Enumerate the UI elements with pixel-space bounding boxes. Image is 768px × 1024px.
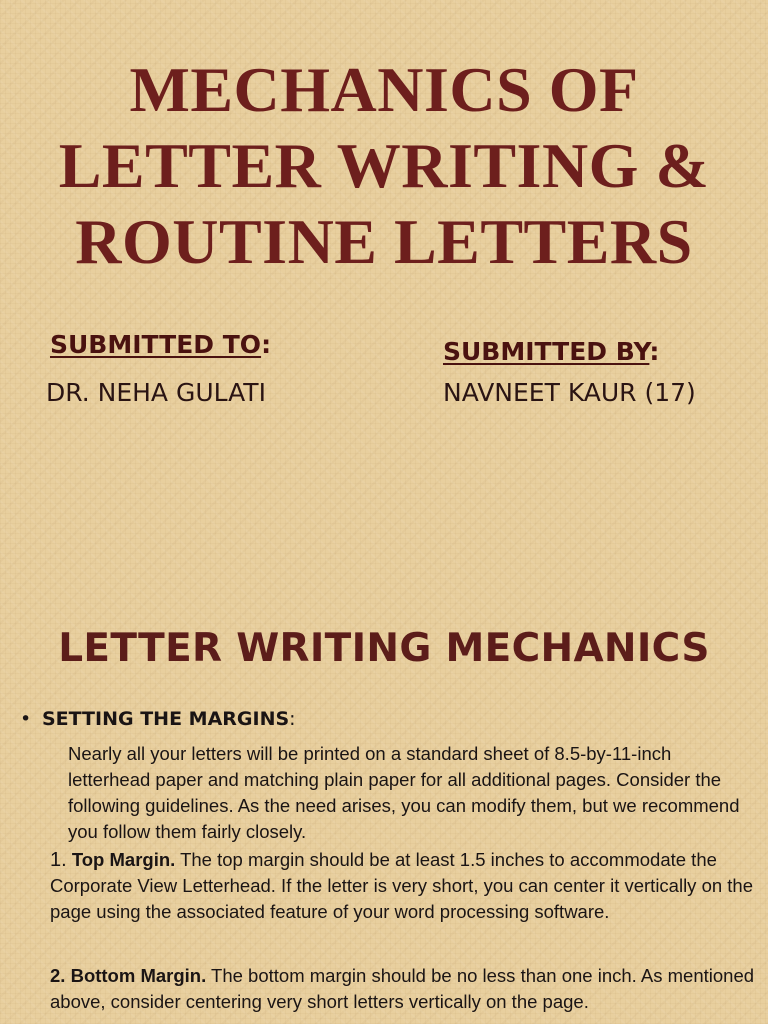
submitted-by-label: SUBMITTED BY bbox=[443, 337, 650, 366]
submitted-by-colon: : bbox=[649, 337, 660, 366]
list-item-top-margin bbox=[50, 847, 760, 925]
presentation-title bbox=[0, 52, 768, 280]
bullet-heading-text: SETTING THE MARGINS bbox=[42, 708, 290, 730]
intro-paragraph: Nearly all your letters will be printed on a standard sheet of 8.5-by-11-inch letterhead paper and matching plain paper for all additional pages. Consider the following guidelines. As the need arises, you can modify them, but we recommend you follow them fairly closely. bbox=[68, 743, 740, 842]
title-line-2: LETTER WRITING & bbox=[58, 130, 710, 201]
item-label: Top Margin. bbox=[71, 849, 176, 870]
item-number: 2. bbox=[50, 965, 66, 986]
item-text: The bottom margin should be no less than one inch. As mentioned above, consider centering very short letters vertically on the page. bbox=[50, 965, 755, 1012]
item-label: Bottom Margin. bbox=[70, 965, 207, 986]
title-line-1: MECHANICS OF bbox=[129, 54, 639, 125]
submitted-to-label: SUBMITTED TO bbox=[50, 330, 262, 359]
submitted-by-heading bbox=[443, 337, 659, 366]
submitted-by-name: NAVNEET KAUR (17) bbox=[443, 378, 696, 407]
content-slide bbox=[0, 576, 768, 1024]
section-title: LETTER WRITING MECHANICS bbox=[58, 626, 710, 671]
bullet-heading bbox=[20, 708, 296, 730]
list-item-bottom-margin bbox=[50, 963, 760, 1015]
submitted-to-colon: : bbox=[261, 330, 272, 359]
bullet-icon: • bbox=[20, 708, 32, 730]
item-number: 1. bbox=[50, 849, 67, 871]
item-text: The top margin should be at least 1.5 inches to accommodate the Corporate View Letterhead. If the letter is very short, you can center it vertically on the page using the associated feature of your word processing software. bbox=[50, 849, 754, 922]
submitted-to-heading bbox=[50, 330, 271, 359]
submitted-to-name: DR. NEHA GULATI bbox=[46, 378, 266, 407]
bullet-heading-colon: : bbox=[289, 708, 296, 730]
title-line-3: ROUTINE LETTERS bbox=[75, 206, 693, 277]
